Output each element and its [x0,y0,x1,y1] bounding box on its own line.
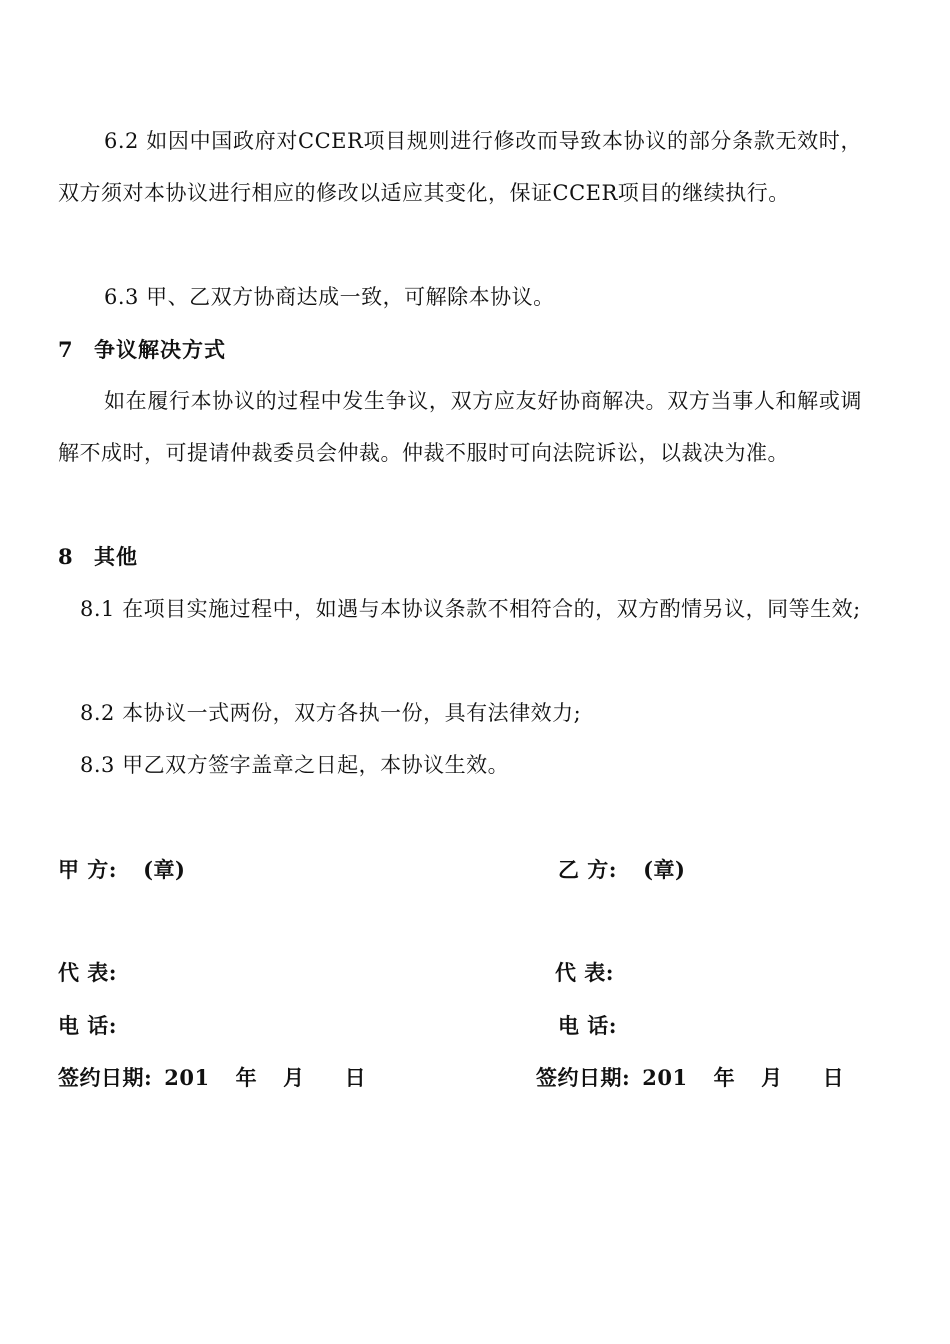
clause-8-3: 8.3 甲乙双方签字盖章之日起，本协议生效。 [80,753,510,777]
party-a-year: 201 [164,1065,210,1090]
section-8-title: 其他 [94,544,138,569]
party-b-day-unit: 日 [822,1065,845,1090]
party-a-phone: 电 话: [58,1013,118,1038]
clause-8-1: 8.1 在项目实施过程中，如遇与本协议条款不相符合的，双方酌情另议，同等生效; [80,597,861,621]
party-a-date-label: 签约日期: [58,1065,153,1090]
party-b-label: 乙 方: [558,857,618,882]
section-7-body: 如在履行本协议的过程中发生争议，双方应友好协商解决。双方当事人和解或调解不成时，可提请仲裁委员会仲裁。仲裁不服时可向法院诉讼，以裁决为准。 [58,389,862,465]
clause-6-2: 6.2 如因中国政府对CCER项目规则进行修改而导致本协议的部分条款无效时，双方须对本协议进行相应的修改以适应其变化，保证CCER项目的继续执行。 [58,129,862,205]
clause-6-3: 6.3 甲、乙双方协商达成一致，可解除本协议。 [104,285,555,309]
party-b-month-unit: 月 [761,1065,783,1090]
clause-8-2: 8.2 本协议一式两份，双方各执一份，具有法律效力; [80,701,582,725]
party-b-date-row [536,1063,844,1093]
section-7-number: 7 [58,337,74,362]
party-b-representative: 代 表: [555,960,615,985]
party-a-year-unit: 年 [235,1065,258,1090]
party-a-day-unit: 日 [344,1065,367,1090]
section-8-heading [58,542,138,572]
party-a-label-row [58,855,185,885]
party-b-year: 201 [642,1065,688,1090]
party-a-date-row [58,1063,366,1093]
party-b-label-row [558,855,685,885]
section-7-heading [58,335,226,365]
party-b-seal: (章) [643,857,686,882]
party-b-phone: 电 话: [558,1013,618,1038]
party-a-seal: (章) [143,857,186,882]
section-8-number: 8 [58,544,74,569]
party-a-month-unit: 月 [283,1065,305,1090]
party-b-year-unit: 年 [713,1065,736,1090]
party-a-representative: 代 表: [58,960,118,985]
party-b-date-label: 签约日期: [536,1065,631,1090]
section-7-title: 争议解决方式 [94,337,226,362]
party-a-label: 甲 方: [58,857,118,882]
